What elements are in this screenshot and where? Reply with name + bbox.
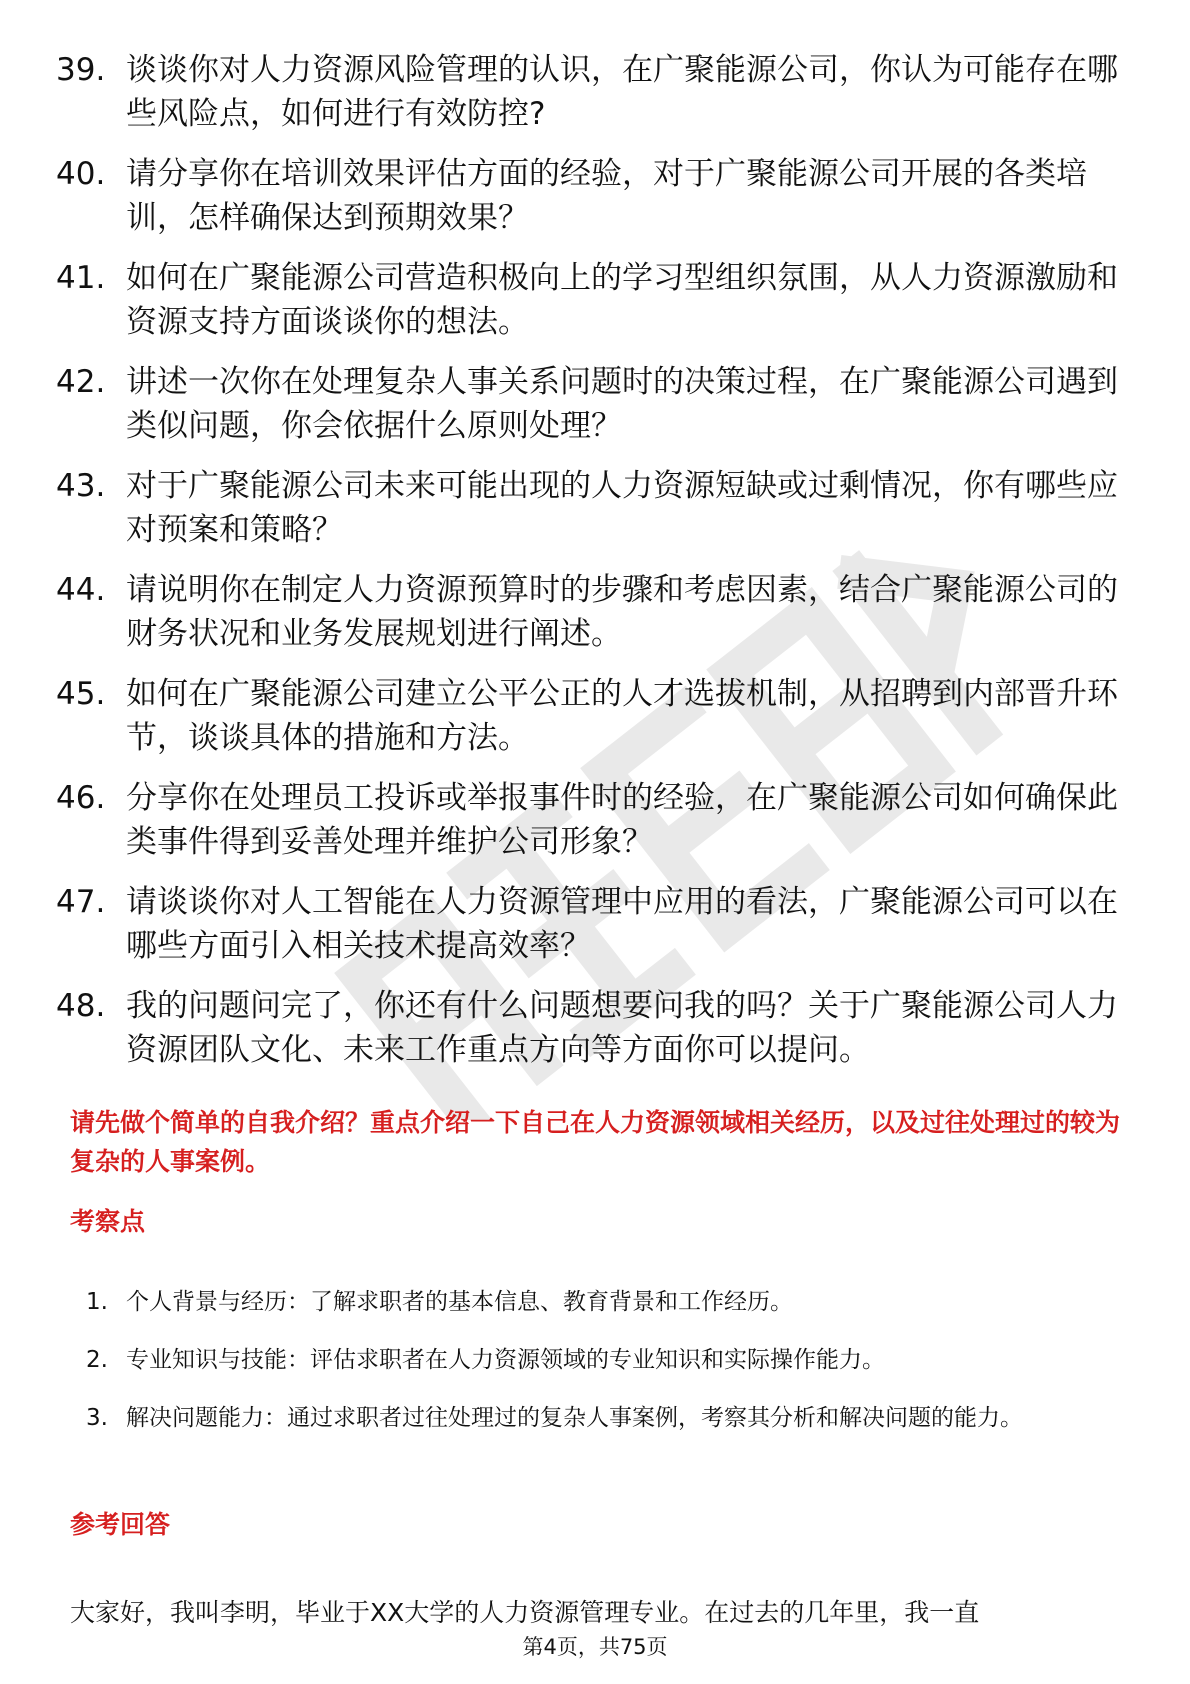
- exam-point-number: 3.: [86, 1405, 108, 1431]
- question-item: [56, 256, 1136, 344]
- question-text: 请分享你在培训效果评估方面的经验，对于广聚能源公司开展的各类培训，怎样确保达到预期效果？: [126, 156, 1087, 236]
- exam-point-text: 个人背景与经历：了解求职者的基本信息、教育背景和工作经历。: [126, 1289, 793, 1315]
- question-item: [56, 152, 1136, 240]
- exam-point-item: [86, 1273, 1126, 1331]
- question-text: 分享你在处理员工投诉或举报事件时的经验，在广聚能源公司如何确保此类事件得到妥善处理并维护公司形象？: [126, 780, 1118, 860]
- question-number: 48.: [56, 988, 106, 1024]
- question-text: 讲述一次你在处理复杂人事关系问题时的决策过程，在广聚能源公司遇到类似问题，你会依据什么原则处理？: [126, 364, 1118, 444]
- exam-point-item: [86, 1331, 1126, 1389]
- question-number: 44.: [56, 572, 106, 608]
- highlight-question: 请先做个简单的自我介绍？重点介绍一下自己在人力资源领域相关经历，以及过往处理过的较为复杂的人事案例。: [70, 1108, 1121, 1176]
- question-text: 如何在广聚能源公司营造积极向上的学习型组织氛围，从人力资源激励和资源支持方面谈谈你的想法。: [126, 260, 1118, 340]
- exam-points-heading: 考察点: [70, 1207, 146, 1236]
- exam-point-text: 专业知识与技能：评估求职者在人力资源领域的专业知识和实际操作能力。: [126, 1347, 885, 1373]
- question-number: 41.: [56, 260, 106, 296]
- question-text: 请谈谈你对人工智能在人力资源管理中应用的看法，广聚能源公司可以在哪些方面引入相关技术提高效率？: [126, 884, 1118, 964]
- question-item: [56, 48, 1136, 136]
- question-text: 对于广聚能源公司未来可能出现的人力资源短缺或过剩情况，你有哪些应对预案和策略？: [126, 468, 1118, 548]
- reference-answer-heading: 参考回答: [70, 1510, 171, 1539]
- exam-point-number: 2.: [86, 1347, 108, 1373]
- question-number: 45.: [56, 676, 106, 712]
- question-text: 谈谈你对人力资源风险管理的认识，在广聚能源公司，你认为可能存在哪些风险点，如何进行有效防控?: [126, 52, 1118, 132]
- exam-point-number: 1.: [86, 1289, 108, 1315]
- reference-answer-text: 大家好，我叫李明，毕业于XX大学的人力资源管理专业。在过去的几年里，我一直: [70, 1598, 980, 1627]
- question-item: [56, 360, 1136, 448]
- exam-points-list: [86, 1273, 1126, 1447]
- question-number: 46.: [56, 780, 106, 816]
- question-list: [56, 48, 1136, 1088]
- question-number: 43.: [56, 468, 106, 504]
- question-number: 47.: [56, 884, 106, 920]
- question-number: 42.: [56, 364, 106, 400]
- question-text: 如何在广聚能源公司建立公平公正的人才选拔机制，从招聘到内部晋升环节，谈谈具体的措施和方法。: [126, 676, 1118, 756]
- question-item: [56, 776, 1136, 864]
- question-item: [56, 672, 1136, 760]
- exam-point-item: [86, 1389, 1126, 1447]
- question-number: 40.: [56, 156, 106, 192]
- question-item: [56, 984, 1136, 1072]
- question-text: 请说明你在制定人力资源预算时的步骤和考虑因素，结合广聚能源公司的财务状况和业务发展规划进行阐述。: [126, 572, 1118, 652]
- exam-point-text: 解决问题能力：通过求职者过往处理过的复杂人事案例，考察其分析和解决问题的能力。: [126, 1405, 1023, 1431]
- question-item: [56, 568, 1136, 656]
- question-number: 39.: [56, 52, 106, 88]
- page-footer: 第4页，共75页: [522, 1635, 668, 1659]
- question-item: [56, 880, 1136, 968]
- question-item: [56, 464, 1136, 552]
- question-text: 我的问题问完了，你还有什么问题想要问我的吗？关于广聚能源公司人力资源团队文化、未来工作重点方向等方面你可以提问。: [126, 988, 1118, 1068]
